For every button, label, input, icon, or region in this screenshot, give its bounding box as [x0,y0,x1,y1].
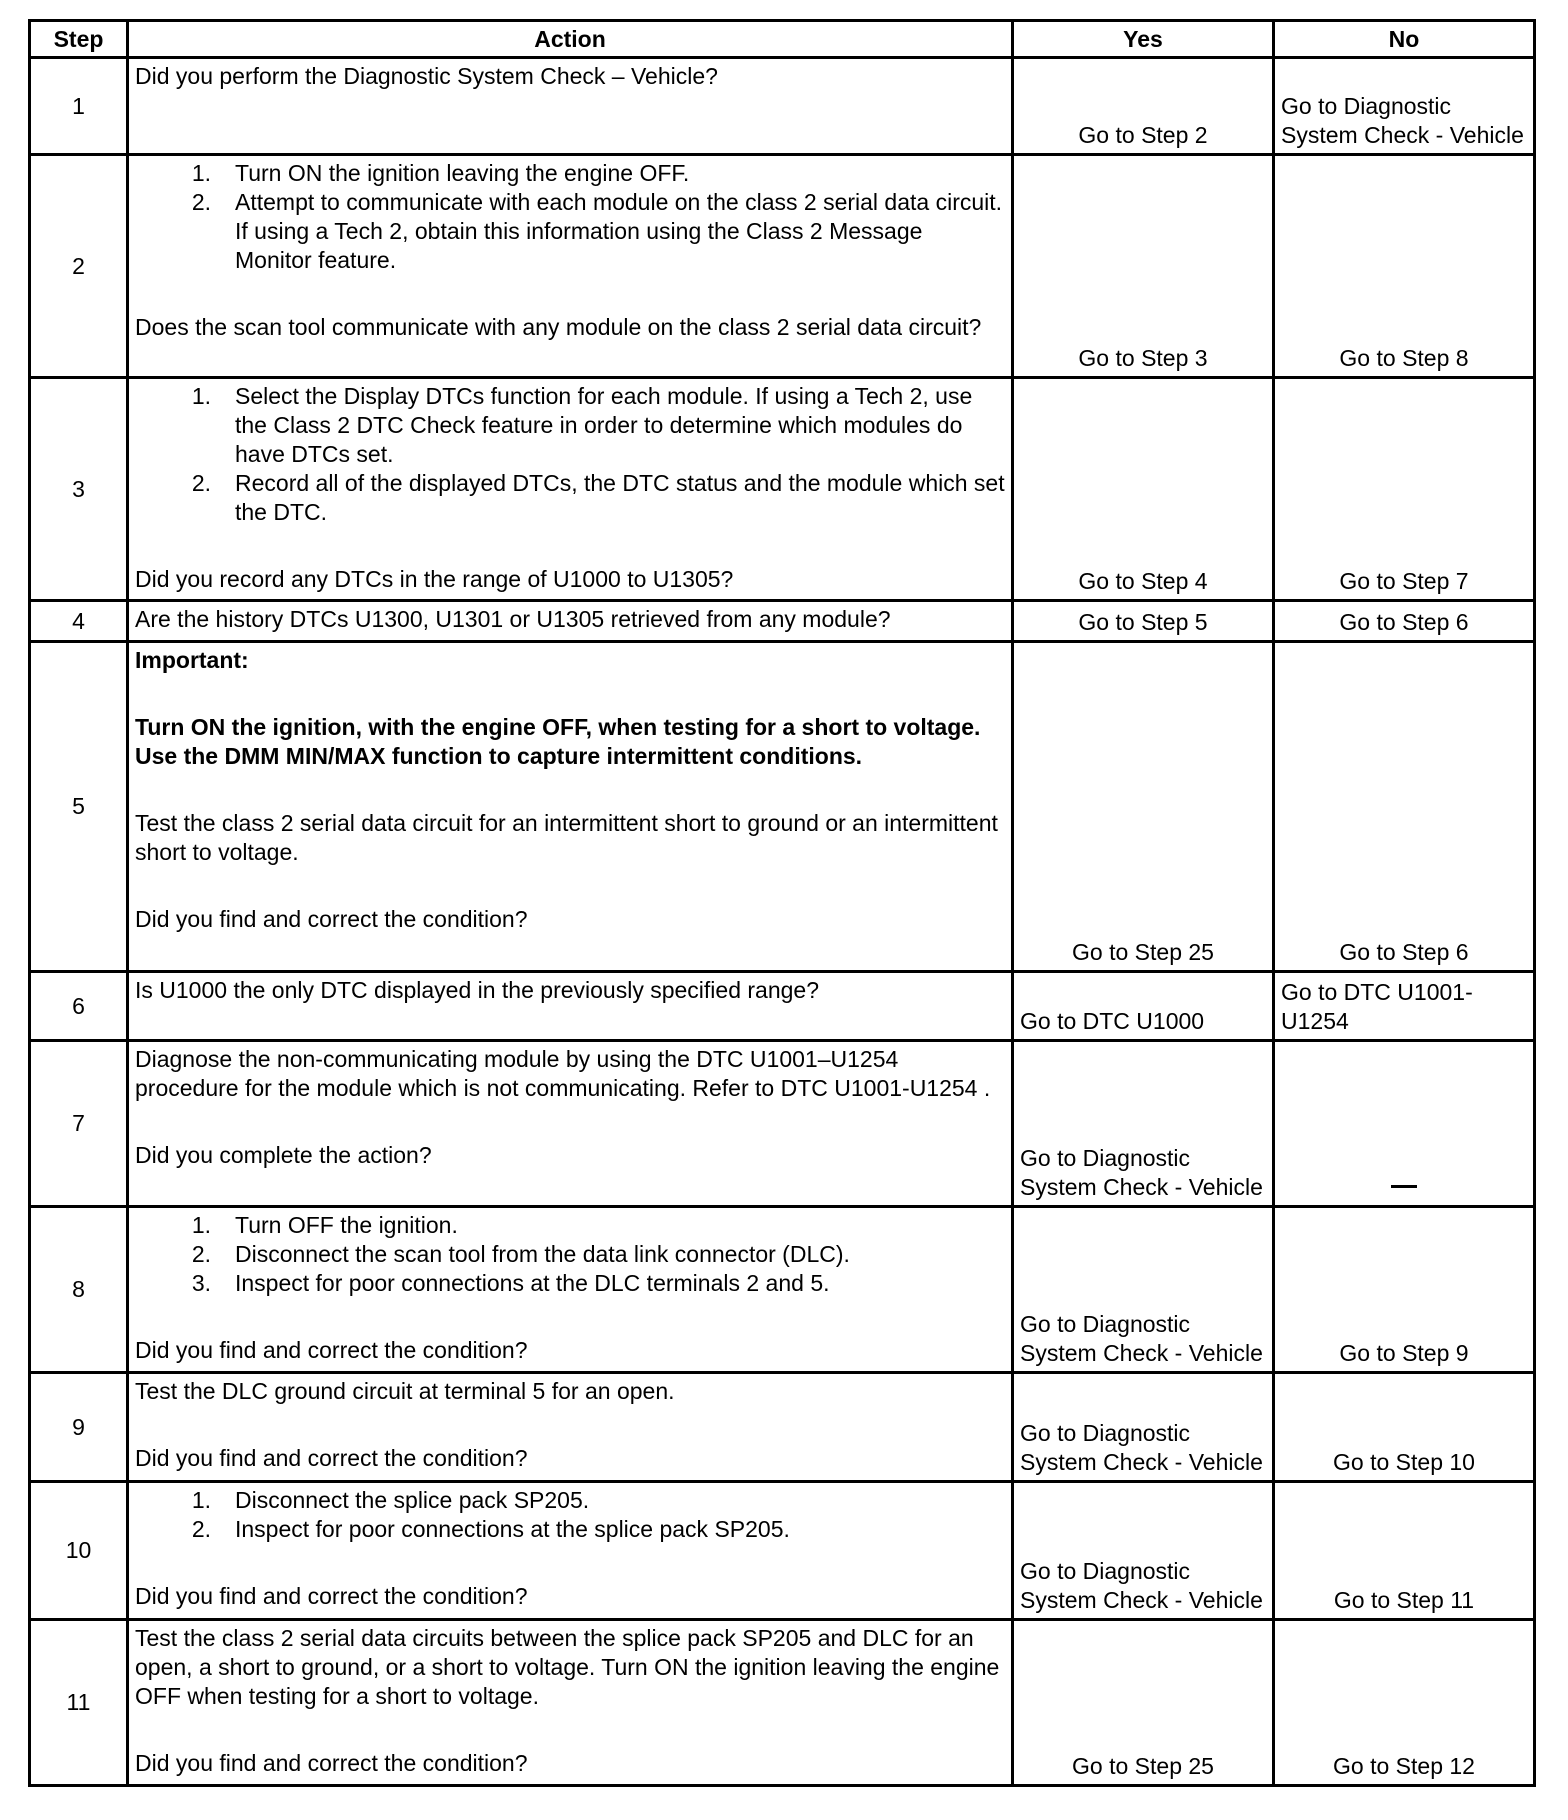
action-text: Test the class 2 serial data circuits between the splice pack SP205 and DLC for an open, a short to ground, or a short to voltage. Turn ON the ignition leaving the engine OFF when testing for a short to voltage. [135,1625,1000,1709]
no-cell: Go to Step 12 [1274,1620,1535,1786]
yes-cell: Go to Diagnostic System Check - Vehicle [1013,1373,1274,1482]
header-no: No [1274,21,1535,58]
step-number: 5 [30,642,128,972]
action-question: Did you find and correct the condition? [135,906,528,932]
yes-cell: Go to Step 4 [1013,378,1274,601]
list-item: 1. Turn ON the ignition leaving the engine OFF. [191,160,690,186]
list-item: 2. Disconnect the scan tool from the data link connector (DLC). [191,1241,850,1267]
yes-cell: Go to Step 25 [1013,642,1274,972]
action-list [135,382,1005,527]
no-cell: Go to Step 7 [1274,378,1535,601]
table-row [30,1482,1535,1620]
table-row [30,155,1535,378]
table-row [30,1620,1535,1786]
table-row [30,58,1535,155]
step-number: 10 [30,1482,128,1620]
list-item: 3. Inspect for poor connections at the DLC terminals 2 and 5. [191,1270,830,1296]
action-text: Did you perform the Diagnostic System Check – Vehicle? [135,63,718,89]
action-text: Test the DLC ground circuit at terminal 5 for an open. [135,1378,675,1404]
action-text: Diagnose the non-communicating module by using the DTC U1001–U1254 procedure for the module which is not communicating. Refer to DTC U1001-U1254 . [135,1046,991,1101]
list-item: 1. Disconnect the splice pack SP205. [191,1487,590,1513]
yes-cell: Go to Diagnostic System Check - Vehicle [1013,1041,1274,1207]
action-list [135,159,1005,275]
no-cell: Go to Step 6 [1274,601,1535,642]
step-number: 8 [30,1207,128,1373]
no-cell: Go to Step 9 [1274,1207,1535,1373]
action-question: Did you find and correct the condition? [135,1445,528,1471]
yes-cell: Go to Step 5 [1013,601,1274,642]
dash-mark [1391,1185,1417,1188]
action-question: Did you complete the action? [135,1142,432,1168]
yes-cell: Go to Step 25 [1013,1620,1274,1786]
step-number: 6 [30,972,128,1041]
diagnostic-table [28,19,1536,1787]
step-number: 7 [30,1041,128,1207]
action-list [135,1486,1005,1544]
important-label: Important: [135,647,249,673]
step-number: 2 [30,155,128,378]
action-list [135,1211,1005,1298]
action-cell [128,58,1013,155]
step-number: 1 [30,58,128,155]
no-cell: Go to Step 6 [1274,642,1535,972]
table-row [30,972,1535,1041]
table-row [30,378,1535,601]
yes-cell: Go to Step 2 [1013,58,1274,155]
action-cell [128,1620,1013,1786]
action-cell [128,642,1013,972]
list-item: 2. Record all of the displayed DTCs, the DTC status and the module which set the DTC. [191,470,1005,525]
step-number: 3 [30,378,128,601]
action-cell [128,1373,1013,1482]
header-yes: Yes [1013,21,1274,58]
action-cell [128,155,1013,378]
action-cell [128,378,1013,601]
no-cell: Go to DTC U1001-U1254 [1274,972,1535,1041]
action-cell [128,1482,1013,1620]
list-item: 2. Inspect for poor connections at the splice pack SP205. [191,1516,790,1542]
list-item: 1. Turn OFF the ignition. [191,1212,458,1238]
action-text: Is U1000 the only DTC displayed in the previously specified range? [135,977,819,1003]
table-row [30,1041,1535,1207]
yes-cell: Go to Diagnostic System Check - Vehicle [1013,1482,1274,1620]
table-row [30,601,1535,642]
action-cell [128,972,1013,1041]
step-number: 4 [30,601,128,642]
step-number: 11 [30,1620,128,1786]
table-row [30,1207,1535,1373]
yes-cell: Go to DTC U1000 [1013,972,1274,1041]
action-cell [128,1207,1013,1373]
no-cell: Go to Step 10 [1274,1373,1535,1482]
list-item: 1. Select the Display DTCs function for each module. If using a Tech 2, use the Class 2 DTC Check feature in order to determine which modules do have DTCs set. [191,383,973,467]
step-number: 9 [30,1373,128,1482]
action-cell [128,1041,1013,1207]
no-cell: Go to Step 8 [1274,155,1535,378]
action-text: Test the class 2 serial data circuit for an intermittent short to ground or an intermittent short to voltage. [135,810,998,865]
header-step: Step [30,21,128,58]
important-note: Turn ON the ignition, with the engine OFF, when testing for a short to voltage. Use the DMM MIN/MAX function to capture intermittent conditions. [135,714,981,769]
table-row [30,642,1535,972]
action-question: Does the scan tool communicate with any module on the class 2 serial data circuit? [135,314,982,340]
header-row [30,21,1535,58]
table-row [30,1373,1535,1482]
no-cell: Go to Step 11 [1274,1482,1535,1620]
action-question: Did you find and correct the condition? [135,1337,528,1363]
action-question: Did you find and correct the condition? [135,1583,528,1609]
action-question: Did you find and correct the condition? [135,1750,528,1776]
action-question: Did you record any DTCs in the range of U1000 to U1305? [135,566,734,592]
no-cell: Go to Diagnostic System Check - Vehicle [1274,58,1535,155]
yes-cell: Go to Diagnostic System Check - Vehicle [1013,1207,1274,1373]
action-cell [128,601,1013,642]
no-cell [1274,1041,1535,1207]
yes-cell: Go to Step 3 [1013,155,1274,378]
action-text: Are the history DTCs U1300, U1301 or U1305 retrieved from any module? [135,606,891,632]
header-action: Action [128,21,1013,58]
list-item: 2. Attempt to communicate with each module on the class 2 serial data circuit. If using a Tech 2, obtain this information using the Class 2 Message Monitor feature. [191,189,1003,273]
